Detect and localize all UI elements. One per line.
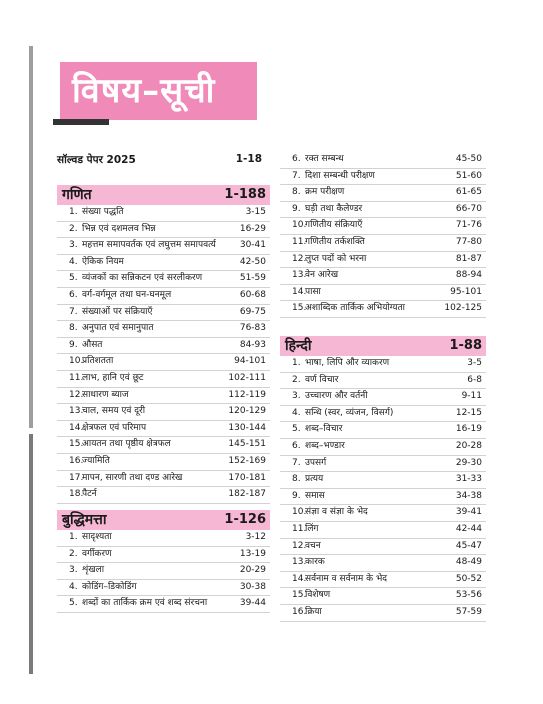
toc-item-label: संख्या पद्धति [82,207,124,217]
toc-item-pages: 20-28 [455,440,482,451]
toc-row[interactable] [57,222,270,239]
toc-item-label: साधारण ब्याज [82,389,129,400]
toc-item-number: 3. [69,565,78,576]
toc-row[interactable] [280,152,486,169]
toc-item-label: संज्ञा व संज्ञा के भेद [305,507,368,518]
toc-item-label: प्रत्यय [305,474,324,485]
toc-item-label: गणितीय संक्रियाएँ [305,220,363,231]
section-title: गणित [62,187,92,203]
toc-item-pages: 3-15 [245,207,266,217]
toc-item-label: वर्ग-वर्गमूल तथा घन-घनमूल [82,289,172,300]
toc-row[interactable] [57,371,270,388]
toc-item-label: गणितीय तर्कशक्ति [305,236,365,247]
toc-row[interactable] [280,489,486,506]
section-heading [57,510,270,530]
toc-row[interactable] [280,522,486,539]
toc-item-number: 3. [292,391,301,402]
toc-item-label: वर्ण विचार [305,374,339,385]
toc-item-pages: 53-56 [455,590,482,601]
toc-list [57,530,270,613]
toc-item-label: कोडिंग–डिकोडिंग [82,581,137,592]
toc-row[interactable] [280,235,486,252]
toc-row[interactable] [280,555,486,572]
toc-item-number: 6. [292,440,301,451]
toc-item-number: 6. [292,154,301,164]
toc-item-label: समास [305,490,325,501]
toc-item-number: 7. [292,170,301,181]
toc-row[interactable] [280,456,486,473]
toc-item-pages: 30-41 [239,240,266,251]
section-reasoning-continued [280,152,486,318]
toc-row[interactable] [57,454,270,471]
solved-paper-label: सॉल्वड पेपर 2025 [57,154,136,166]
toc-row[interactable] [280,572,486,589]
toc-row[interactable] [57,547,270,564]
toc-item-pages: 60-68 [239,289,266,300]
toc-item-pages: 112-119 [228,389,266,400]
toc-row[interactable] [57,238,270,255]
solved-paper-row[interactable] [57,153,262,169]
toc-item-pages: 9-11 [461,391,482,402]
toc-item-number: 12. [69,389,84,400]
toc-item-label: क्षेत्रफल एवं परिमाप [82,422,147,433]
toc-item-label: वेन आरेख [305,270,339,281]
toc-item-number: 15. [292,590,307,601]
toc-item-number: 14. [292,286,307,297]
section-heading [57,185,270,205]
toc-item-label: शब्द–भण्डार [305,440,345,451]
toc-item-label: पासा [305,286,321,297]
toc-item-pages: 42-50 [239,256,266,267]
toc-item-label: लिंग [305,523,319,534]
toc-item-label: उपसर्ग [305,457,327,468]
toc-row[interactable] [280,301,486,318]
toc-item-pages: 130-144 [228,422,266,433]
toc-item-number: 12. [292,540,307,551]
toc-item-label: दिशा सम्बन्धी परीक्षण [305,170,375,181]
toc-row[interactable] [57,596,270,613]
toc-item-pages: 31-33 [455,474,482,485]
toc-item-pages: 51-60 [455,170,482,181]
toc-item-pages: 152-169 [228,455,266,466]
toc-item-pages: 145-151 [228,439,266,450]
section-reasoning [57,510,270,613]
toc-item-label: ज्यामिति [82,455,110,466]
toc-item-number: 5. [292,424,301,435]
section-math [57,185,270,504]
toc-row[interactable] [57,487,270,504]
toc-item-pages: 48-49 [455,557,482,568]
toc-item-number: 10. [69,356,84,367]
toc-item-pages: 81-87 [455,253,482,264]
toc-row[interactable] [57,404,270,421]
title-underline [53,119,109,125]
toc-item-number: 9. [69,339,78,350]
toc-item-number: 7. [69,306,78,317]
toc-item-number: 14. [292,573,307,584]
toc-item-number: 11. [292,523,307,534]
toc-item-label: अनुपात एवं समानुपात [82,323,154,334]
toc-item-number: 12. [292,253,307,264]
toc-item-number: 13. [69,406,84,417]
toc-item-label: शृंखला [82,565,105,576]
toc-item-pages: 3-5 [467,358,482,368]
toc-item-number: 17. [69,472,84,483]
toc-row[interactable] [280,185,486,202]
toc-item-pages: 88-94 [455,270,482,281]
toc-item-pages: 39-44 [239,598,266,609]
toc-row[interactable] [280,422,486,439]
toc-item-number: 4. [69,256,78,267]
toc-item-pages: 42-44 [455,523,482,534]
toc-item-label: लुप्त पदों को भरना [305,253,367,264]
toc-item-number: 4. [69,581,78,592]
toc-item-number: 3. [69,240,78,251]
toc-row[interactable] [280,389,486,406]
toc-item-number: 18. [69,489,84,500]
toc-item-label: रक्त सम्बन्ध [305,154,344,164]
toc-item-label: सर्वनाम व सर्वनाम के भेद [305,573,388,584]
toc-item-pages: 71-76 [455,220,482,231]
toc-item-pages: 16-19 [455,424,482,435]
toc-item-pages: 50-52 [455,573,482,584]
toc-item-number: 8. [292,474,301,485]
toc-item-pages: 12-15 [455,407,482,418]
toc-item-pages: 39-41 [455,507,482,518]
toc-item-pages: 45-47 [455,540,482,551]
toc-item-number: 5. [69,598,78,609]
toc-item-pages: 94-101 [234,356,266,367]
toc-item-number: 5. [69,273,78,284]
toc-item-label: भाषा, लिपि और व्याकरण [305,358,390,368]
toc-item-label: घड़ी तथा कैलेण्डर [305,203,363,214]
toc-item-label: अशाब्दिक तार्किक अभियोग्यता [305,303,405,314]
toc-item-pages: 51-59 [239,273,266,284]
toc-item-number: 15. [69,439,84,450]
toc-item-number: 11. [292,236,307,247]
toc-item-number: 1. [69,532,78,542]
toc-item-label: पैटर्न [82,489,97,500]
toc-item-pages: 66-70 [455,203,482,214]
toc-item-pages: 84-93 [239,339,266,350]
toc-row[interactable] [280,252,486,269]
toc-item-label: वचन [305,540,321,551]
toc-item-number: 6. [69,289,78,300]
toc-row[interactable] [280,169,486,186]
toc-item-number: 11. [69,372,84,383]
toc-row[interactable] [280,472,486,489]
toc-row[interactable] [57,288,270,305]
toc-row[interactable] [280,505,486,522]
toc-item-label: चाल, समय एवं दूरी [82,406,146,417]
toc-item-pages: 13-19 [239,548,266,559]
toc-row[interactable] [280,218,486,235]
toc-row[interactable] [57,580,270,597]
toc-row[interactable] [280,373,486,390]
toc-item-pages: 76-83 [239,323,266,334]
toc-item-label: शब्दों का तार्किक क्रम एवं शब्द संरचना [82,598,208,609]
section-pages: 1-88 [449,338,482,353]
toc-item-pages: 16-29 [239,223,266,234]
toc-item-label: विशेषण [305,590,331,601]
toc-list [57,205,270,504]
section-pages: 1-126 [224,512,266,527]
toc-item-label: ऐकिक नियम [82,256,124,267]
toc-item-number: 7. [292,457,301,468]
toc-item-number: 16. [292,606,307,617]
toc-row[interactable] [280,539,486,556]
toc-row[interactable] [57,471,270,488]
toc-item-number: 1. [292,358,301,368]
toc-item-number: 2. [69,548,78,559]
section-title: हिन्दी [285,338,312,354]
toc-item-number: 9. [292,490,301,501]
toc-row[interactable] [57,421,270,438]
section-heading [280,336,486,356]
toc-item-pages: 95-101 [450,286,482,297]
toc-item-label: शब्द–विचार [305,424,343,435]
toc-row[interactable] [57,205,270,222]
toc-item-pages: 182-187 [228,489,266,500]
toc-row[interactable] [57,271,270,288]
toc-item-pages: 170-181 [228,472,266,483]
page-title: विषय–सूची [60,62,257,120]
toc-item-pages: 102-125 [444,303,482,314]
toc-item-pages: 6-8 [467,374,482,385]
toc-row[interactable] [57,321,270,338]
left-accent-bar [29,46,33,428]
toc-row[interactable] [280,285,486,302]
section-pages: 1-188 [224,187,266,202]
toc-item-number: 10. [292,507,307,518]
toc-item-number: 14. [69,422,84,433]
toc-item-label: वर्गीकरण [82,548,112,559]
toc-list [280,152,486,318]
toc-item-label: आयतन तथा पृष्ठीय क्षेत्रफल [82,439,171,450]
toc-item-label: व्यंजकों का सन्निकटन एवं सरलीकरण [82,273,203,284]
toc-item-pages: 61-65 [455,187,482,198]
toc-item-label: सादृश्यता [82,532,112,542]
toc-item-label: क्रिया [305,606,322,617]
toc-item-pages: 69-75 [239,306,266,317]
toc-item-number: 1. [69,207,78,217]
toc-row[interactable] [57,437,270,454]
toc-item-pages: 57-59 [455,606,482,617]
section-title: बुद्धिमत्ता [62,512,107,528]
section-hindi [280,336,486,622]
toc-item-label: औसत [82,339,103,350]
toc-item-pages: 20-29 [239,565,266,576]
toc-item-number: 10. [292,220,307,231]
toc-row[interactable] [280,202,486,219]
toc-item-pages: 102-111 [228,372,266,383]
toc-item-label: कारक [305,557,325,568]
toc-row[interactable] [57,338,270,355]
toc-item-number: 13. [292,270,307,281]
toc-row[interactable] [280,268,486,285]
toc-item-number: 8. [292,187,301,198]
toc-item-label: सन्धि (स्वर, व्यंजन, विसर्ग) [305,407,394,418]
toc-item-label: उच्चारण और वर्तनी [305,391,368,402]
toc-row[interactable] [280,356,486,373]
toc-item-number: 2. [69,223,78,234]
toc-item-number: 8. [69,323,78,334]
toc-item-number: 16. [69,455,84,466]
left-accent-bar-lower [29,434,33,674]
toc-row[interactable] [280,406,486,423]
toc-item-label: प्रतिशतता [82,356,114,367]
toc-item-pages: 29-30 [455,457,482,468]
toc-item-number: 4. [292,407,301,418]
toc-item-label: संख्याओं पर संक्रियाएँ [82,306,153,317]
solved-paper-pages: 1-18 [235,153,262,165]
toc-item-number: 2. [292,374,301,385]
toc-item-number: 13. [292,557,307,568]
toc-item-number: 9. [292,203,301,214]
toc-item-pages: 34-38 [455,490,482,501]
toc-row[interactable] [57,388,270,405]
toc-row[interactable] [57,305,270,322]
toc-item-label: मापन, सारणी तथा दण्ड आरेख [82,472,183,483]
toc-item-number: 15. [292,303,307,314]
toc-item-pages: 3-12 [245,532,266,542]
toc-row[interactable] [280,605,486,622]
toc-row[interactable] [57,255,270,272]
toc-row[interactable] [57,530,270,547]
toc-item-label: क्रम परीक्षण [305,187,345,198]
toc-item-label: भिन्न एवं दशमलव भिन्न [82,223,156,234]
toc-row[interactable] [57,354,270,371]
toc-row[interactable] [57,563,270,580]
toc-list [280,356,486,622]
toc-item-label: महत्तम समापवर्तक एवं लघुत्तम समापवर्त्य [82,240,216,251]
toc-item-pages: 77-80 [455,236,482,247]
toc-item-pages: 45-50 [455,154,482,164]
toc-row[interactable] [280,439,486,456]
toc-item-pages: 30-38 [239,581,266,592]
toc-item-pages: 120-129 [228,406,266,417]
toc-item-label: लाभ, हानि एवं छूट [82,372,144,383]
toc-row[interactable] [280,588,486,605]
